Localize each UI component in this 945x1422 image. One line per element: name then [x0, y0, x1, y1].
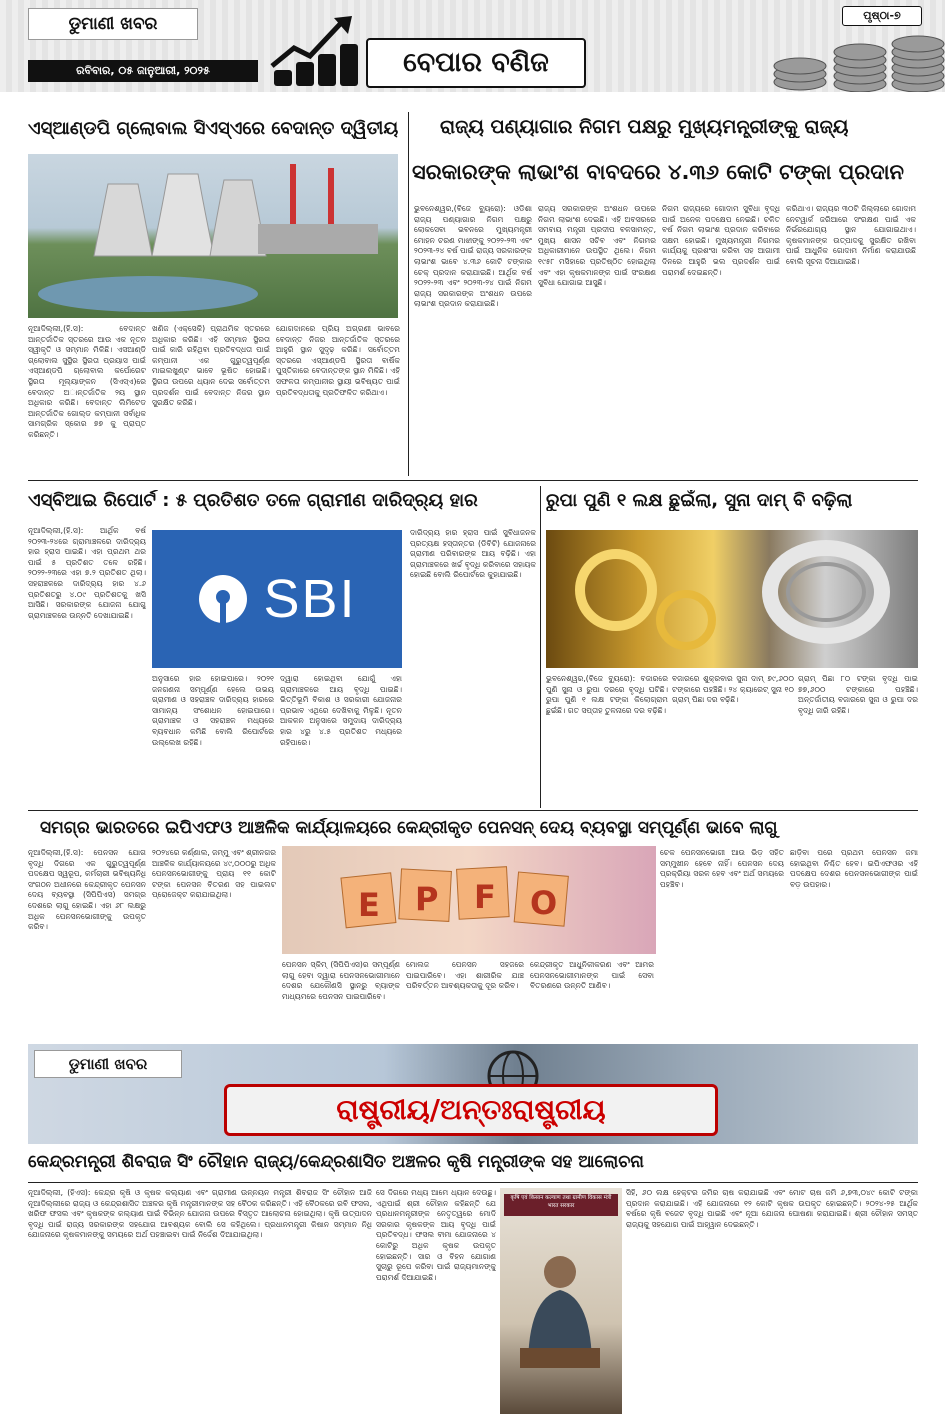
article3-col-3: ଦ୍ୱାରା ହୋଇଥିବା ଯୋଗୁଁ ଏହା ଗ୍ରାମାଞ୍ଚଳରେ ଆୟ ବୃଦ୍ଧି ପାଇଛି। ଭିତ୍ତିଭୂମି ବିକାଶ ଓ ସରକାରୀ ଯୋଜନାର ପ୍ରଭାବ ଏଥିରେ ଦେଖିବାକୁ ମିଳୁଛି। ନୂତନ ଆକଳନ ଅନୁସାରେ ସମୁଦାୟ ଦାରିଦ୍ର୍ୟ ହାର ୪ରୁ ୪.୫ ପ୍ରତିଶତ ମଧ୍ୟରେ ରହିପାରେ। — [280, 674, 402, 747]
national-banner — [28, 1044, 918, 1144]
epfo-photo — [282, 846, 656, 954]
meeting-banner-subtext: भारत सरकार — [547, 1203, 575, 1209]
gold-silver-photo — [546, 530, 918, 668]
horizontal-rule-1 — [28, 480, 918, 481]
section-title-box — [366, 38, 586, 88]
article2-headline-line1: ରାଜ୍ୟ ପଣ୍ୟାଗାର ନିଗମ ପକ୍ଷରୁ ମୁଖ୍ୟମନ୍ତ୍ରୀଙ୍କୁ ରାଜ୍ୟ — [440, 116, 849, 138]
article6-col-2: ସେ ଦିଗରେ ମଧ୍ୟ ଆମେ ଧ୍ୟାନ ଦେଉଛୁ। ଏଥିପାଇଁ ଶ୍ରୀ ଚୌହାନ କହିଛନ୍ତି ଯେ ପ୍ରଧାନମନ୍ତ୍ରୀଙ୍କ ନେତୃତ୍ୱରେ ମୋଦି ସରକାର କୃଷକଙ୍କ ଆୟ ବୃଦ୍ଧି ପାଇଁ ପ୍ରତିବଦ୍ଧ। ଫସଲ ବୀମା ଯୋଜନାରେ ୪ କୋଟିରୁ ଅଧିକ କୃଷକ ଉପକୃତ ହୋଇଛନ୍ତି। ସାର ଓ ବିହନ ଯୋଗାଣ ସୁଚାରୁ ରୂପେ କରିବା ପାଇଁ ରାଜ୍ୟମାନଙ୍କୁ ପରାମର୍ଶ ଦିଆଯାଇଛି। — [376, 1188, 496, 1282]
article3-col-4: ଦାରିଦ୍ର୍ୟ ହାର ହ୍ରାସ ପାଇଁ ସୁବିଧାଜନକ ପ୍ରତ୍ୟକ୍ଷ ହସ୍ତାନ୍ତର (ଡିବିଟି) ଯୋଜନାରେ ଗ୍ରାମୀଣ ପରିବାରଙ୍କ ଆୟ ବଢ଼ିଛି। ଏହା ଗ୍ରାମାଞ୍ଚଳରେ ଖର୍ଚ୍ଚ ବୃଦ୍ଧି କରିବାରେ ସହାୟକ ହୋଇଛି ବୋଲି ରିପୋର୍ଟରେ କୁହାଯାଇଛି। — [410, 528, 536, 580]
article6-col-1: ନୂଆଦିଲ୍ଲୀ, (ହିଏସ): କେନ୍ଦ୍ର କୃଷି ଓ କୃଷକ କଲ୍ୟାଣ ଏବଂ ଗ୍ରାମୀଣ ଉନ୍ନୟନ ମନ୍ତ୍ରୀ ଶିବରାଜ ସିଂ ଚୌହାନ ଆଜି ନୂଆଦିଲ୍ଲୀରେ ରାଜ୍ୟ ଓ କେନ୍ଦ୍ରଶାସିତ ଅଞ୍ଚଳର କୃଷି ମନ୍ତ୍ରୀମାନଙ୍କ ସହ ବୈଠକ କରିଛନ୍ତି। ଏହି ବୈଠକରେ ରବି ଫସଲ, ଖରିଫ ଫସଲ ଏବଂ କୃଷକଙ୍କ କଲ୍ୟାଣ ପାଇଁ ବିଭିନ୍ନ ଯୋଜନା ଉପରେ ବିସ୍ତୃତ ଆଲୋଚନା ହୋଇଥିଲା। କୃଷି ଉତ୍ପାଦନ ବୃଦ୍ଧି ପାଇଁ ରାଜ୍ୟ ସରକାରଙ୍କ ସହଯୋଗ ଆବଶ୍ୟକ ବୋଲି ସେ କହିଥିଲେ। ପ୍ରଧାନମନ୍ତ୍ରୀ କିଷାନ ସମ୍ମାନ ନିଧି ଯୋଜନାରେ କୃଷକମାନଙ୍କୁ ସମୟରେ ଅର୍ଥ ପହଞ୍ଚାଇବା ପାଇଁ ନିର୍ଦ୍ଦେଶ ଦିଆଯାଇଥିଲା। — [28, 1188, 372, 1240]
coin-stacks-icon — [770, 26, 945, 92]
paper-name-text: ଡୁମାଣୀ ଖବର — [68, 14, 158, 34]
sbi-logo-panel — [152, 530, 402, 668]
cooling-towers-illustration — [28, 154, 398, 318]
epfo-letter-o: O — [530, 884, 558, 922]
banner-paper-name-box — [34, 1050, 182, 1078]
epfo-blocks-illustration — [282, 846, 656, 954]
article1-headline: ଏସ୍‌ଆଣ୍ଡପି ଗ୍ଲୋବାଲ ସିଏସ୍‌ଏରେ ବେଦାନ୍ତ ଦ୍ୱିତୀୟ — [28, 118, 399, 139]
article2-headline-line2: ସରକାରଙ୍କ ଲାଭାଂଶ ବାବଦରେ ୪.୩୬ କୋଟି ଟଙ୍କା ପ୍ରଦାନ — [412, 160, 905, 184]
power-plant-photo — [28, 154, 398, 318]
epfo-letter-f: F — [474, 878, 496, 916]
minister-figure-icon — [520, 1248, 600, 1368]
sbi-keyhole-icon — [197, 573, 249, 625]
banner-paper-name: ଡୁମାଣୀ ଖବର — [68, 1055, 148, 1073]
article5-headline: ସମଗ୍ର ଭାରତରେ ଇପିଏଫଓ ଆଞ୍ଚଳିକ କାର୍ଯ୍ୟାଳୟରେ କେନ୍ଦ୍ରୀକୃତ ପେନସନ୍ ଦେୟ ବ୍ୟବସ୍ଥା ସମ୍ପୂର୍ଣ୍ଣ ଭାବେ ଲାଗୁ — [40, 818, 778, 838]
horizontal-rule-2 — [28, 810, 918, 811]
article4-col-3: ଗ୍ରାମ୍ ପିଛା ୮୦ ଟଙ୍କା ବୃଦ୍ଧି ପାଇ ୭୭,୬୦୦ ଟଙ୍କାରେ ପହଞ୍ଚିଛି। ଅନ୍ତର୍ଜାତୀୟ ବଜାରରେ ସୁନା ଓ ରୁପା ଦର ବୃଦ୍ଧି ଜାରି ରହିଛି। — [798, 674, 918, 715]
meeting-photo — [500, 1188, 622, 1414]
article5-col-5: କେନ୍ଦ୍ରୀକୃତ ଆଧୁନିକୀକରଣ ଏବଂ ଆମର ପେନସନଭୋଗୀମାନଙ୍କ ପାଇଁ ସେବା ବିତରଣରେ ଉନ୍ନତି ଆଣିବ। — [530, 960, 654, 991]
masthead-date-box — [28, 60, 258, 82]
article5-col-2: ୨୦୨୪ରେ କର୍ଣ୍ଣାଲ, ଜମ୍ମୁ ଏବଂ ଶ୍ରୀନଗର ଆଞ୍ଚଳିକ କାର୍ଯ୍ୟାଳୟରେ ୪୯,୦୦୦ରୁ ଅଧିକ ପେନସନଭୋଗୀଙ୍କୁ ପ୍ରାୟ ୧୧ କୋଟି ଟଙ୍କା ପେନସନ ବିତରଣ ସହ ପାଇଲଟ ପ୍ରୋଜେକ୍ଟ କରାଯାଇଥିଲା। — [152, 848, 276, 900]
section-title: ବେପାର ବଣିଜ — [403, 47, 549, 78]
article3-col-1: ନୂଆଦିଲ୍ଲୀ,(ହି.ସ): ଆର୍ଥିକ ବର୍ଷ ୨୦୨୩-୨୪ରେ ଗ୍ରାମାଞ୍ଚଳରେ ଦାରିଦ୍ର୍ୟ ହାର ହ୍ରାସ ପାଇଛି। ଏହା ପ୍ରଥମ ଥର ପାଇଁ ୫ ପ୍ରତିଶତ ତଳେ ରହିଛି। ୨୦୨୨-୨୩ରେ ଏହା ୭.୨ ପ୍ରତିଶତ ଥିଲା। ସହରାଞ୍ଚଳରେ ଦାରିଦ୍ର୍ୟ ହାର ୪.୬ ପ୍ରତିଶତରୁ ୪.୦୯ ପ୍ରତିଶତକୁ ଖସି ଆସିଛି। ସରକାରଙ୍କ ଯୋଜନା ଯୋଗୁ ଗ୍ରାମାଞ୍ଚଳରେ ଉନ୍ନତି ଦେଖାଯାଇଛି। — [28, 526, 146, 620]
article2-col-2: ରାଜ୍ୟ ସରକାରଙ୍କ ଅଂଶଧନ ଉପରେ ନିଗମ ଲାଭାଂଶ ଦେଇଛି। ଏହି ଅବସରରେ ସମବାୟ ମନ୍ତ୍ରୀ ପ୍ରଦୀପ ବଳସାମନ୍ତ, ମୁଖ୍ୟ ଶାସନ ସଚିବ ଏବଂ ନିଗମର ଅଧିକାରୀମାନେ ଉପସ୍ଥିତ ଥିଲେ। ନିଗମ ୧୯୫୮ ମସିହାରେ ପ୍ରତିଷ୍ଠିତ ହୋଇଥିଲା ଏବଂ ଏହା କୃଷକମାନଙ୍କ ପାଇଁ ସଂରକ୍ଷଣ ସୁବିଧା ଯୋଗାଇ ଆସୁଛି। — [538, 204, 656, 288]
epfo-letter-p: P — [415, 880, 439, 918]
meeting-photo-banner — [504, 1194, 618, 1216]
article4-headline: ରୁପା ପୁଣି ୧ ଲକ୍ଷ ଛୁଇଁଲା, ସୁନା ଦାମ୍ ବି ବଢ଼ିଲା — [546, 490, 853, 511]
article4-col-1: ଭୁବନେଶ୍ୱର,(ବିଜେ ବ୍ୟୁରୋ): ବଜାରରେ ପୁଣି ସୁନା ଓ ରୁପା ଦରରେ ବୃଦ୍ଧି ଘଟିଛି। ରୁପା ପୁଣି ୧ ଲକ୍ଷ ଟଙ୍କା କିଲୋଗ୍ରାମ ଛୁଇଁଛି। ଗତ ସପ୍ତାହ ତୁଳନାରେ ଦର ବଢ଼ିଛି। — [546, 674, 668, 715]
masthead — [0, 0, 945, 92]
article2-col-3: ନିଗମ ରାଜ୍ୟରେ ଗୋଦାମ ସୁବିଧା ବୃଦ୍ଧି ପାଇଁ ଅନେକ ପଦକ୍ଷେପ ନେଇଛି। ଚଳିତ ବର୍ଷ ନିଗମ ଲାଭାଂଶ ପ୍ରଦାନ କରିବାରେ ସକ୍ଷମ ହୋଇଛି। ମୁଖ୍ୟମନ୍ତ୍ରୀ ନିଗମର କାର୍ଯ୍ୟକୁ ପ୍ରଶଂସା କରିବା ସହ ଆଗାମୀ ଦିନରେ ଆହୁରି ଭଲ ପ୍ରଦର୍ଶନ ପାଇଁ ପରାମର୍ଶ ଦେଇଛନ୍ତି। — [662, 204, 780, 277]
article5-col-3: ପେନସନ ସ୍କିମ୍ (ସିପିପିଏସ)ର ସମ୍ପୂର୍ଣ୍ଣ ଲାଗୁ ହେବା ଦ୍ୱାରା ପେନସନଭୋଗୀମାନେ ଦେଶର ଯେକୌଣସି ସ୍ଥାନରୁ ବ୍ୟାଙ୍କ ମାଧ୍ୟମରେ ପେନସନ ପାଇପାରିବେ। — [282, 960, 400, 1001]
sbi-logo-text: SBI — [263, 569, 357, 629]
article5-col-1: ନୂଆଦିଲ୍ଲୀ,(ହି.ସ): ପେନସନ ଯୋଗ ବୃଦ୍ଧି ଦିଗରେ ଏକ ଗୁରୁତ୍ୱପୂର୍ଣ୍ଣ ପଦକ୍ଷେପ ସ୍ୱରୂପ, କର୍ମଚାରୀ ଭବିଷ୍ୟନିଧି ସଂଗଠନ ଅଧୀନରେ କେନ୍ଦ୍ରୀକୃତ ପେନସନ ଦେୟ ବ୍ୟବସ୍ଥା (ସିପିପିଏସ) ସମଗ୍ର ଦେଶରେ ଲାଗୁ ହୋଇଛି। ଏହା ୬୮ ଲକ୍ଷରୁ ଅଧିକ ପେନସନଭୋଗୀଙ୍କୁ ଉପକୃତ କରିବ। — [28, 848, 146, 932]
article5-col-6: ଚେକ ପେନସନଭୋଗୀ ଆଉ ଭିଡ଼ ସହିତ ସମ୍ମୁଖୀନ ହେବେ ନାହିଁ। ପେନସନ ଦେୟ ପ୍ରକ୍ରିୟା ସରଳ ହେବ ଏବଂ ଅର୍ଥ ସମୟରେ ପହଞ୍ଚିବ। — [660, 848, 784, 889]
article3-col-2: ଅନୁସାରେ ହାର ହୋଇପାରେ। ୨୦୨୧ ଜନଗଣନା ସମ୍ପୂର୍ଣ୍ଣ ହେଲେ ଉଭୟ ଗ୍ରାମୀଣ ଓ ସହରାଞ୍ଚଳ ଦାରିଦ୍ର୍ୟ ହାରରେ ସାମାନ୍ୟ ସଂଶୋଧନ ହୋଇପାରେ। ଗ୍ରାମାଞ୍ଚଳ ଓ ସହରାଞ୍ଚଳ ମଧ୍ୟରେ ବ୍ୟବଧାନ କମିଛି ବୋଲି ରିପୋର୍ଟରେ ଉଲ୍ଲେଖ ରହିଛି। — [152, 674, 274, 747]
article5-col-4: ମୋଲଜ ପେନସନ ସହଜରେ ପାଇପାରିବେ। ଏହା ଶାରୀରିକ ଯାଞ୍ଚ ପରିବର୍ତ୍ତନ ଆବଶ୍ୟକତାକୁ ଦୂର କରିବ। — [406, 960, 524, 991]
article1-col-1: ନୂଆଦିଲ୍ଲୀ,(ହି.ସ): ବେଦାନ୍ତ ଆନ୍ତର୍ଜାତିକ ସ୍ତରରେ ଆଉ ଏକ ନୂତନ ସ୍ୱୀକୃତି ଓ ସମ୍ମାନ ମିଳିଛି। ଏସଆଣ୍ଡି ଗ୍ଲୋବାଲ ସୁସ୍ଥିର ସ୍ଥିରତା ପ୍ରୟାସ ପାଇଁ ଏସ୍‌ଆଣ୍ଡପି ଗ୍ଲୋବାଲ କର୍ପୋରେଟ ସ୍ଥିରତା ମୂଲ୍ୟାଙ୍କନ (ସିଏସ୍‌ଏ)ରେ ବେଦାନ୍ତ ଅାନ୍ତର୍ଜାତିକ ୨ୟ ସ୍ଥାନ ଅଧିକାର କରିଛି। ବେଦାନ୍ତ ଲିମିଟେଡ ଆନ୍ତର୍ଜାତିକ ଗୋଲ୍ଡ କମ୍ପାନୀ ସର୍ବାଧିକ ସାମଗ୍ରିକ ସ୍କୋର ୭୭ କୁ ପ୍ରାପ୍ତ କରିଛନ୍ତି। — [28, 324, 146, 439]
masthead-date: ରବିବାର, ୦୫ ଜାନୁଆରୀ, ୨୦୨୫ — [76, 64, 210, 77]
article4-col-2: ବଜାରରେ ଶୁକ୍ରବାର ସୁନା ଦାମ୍ ୭୯,୬୦୦ ଟଙ୍କାରେ ପହଞ୍ଚିଛି। ୨୪ କ୍ୟାରେଟ୍ ସୁନା ୧୦ ଗ୍ରାମ୍ ପିଛା ଦର ବଢ଼ିଛି। — [672, 674, 794, 705]
vertical-divider-top — [408, 112, 409, 476]
vertical-divider-mid — [540, 486, 541, 808]
article1-col-2: ଖଣିଜ (ଏକ୍ସେକି) ପ୍ରାଥମିକ ସ୍ତରରେ ଅଧିକାର କରିଛି। ଏହି ସମ୍ମାନ ସ୍ଥିରତା ପାଇଁ କାରି ରହିଥିବା ପ୍ରତିବଦ୍ଧତା ପାଇଁ କମ୍ପାନୀ ଏକ ଗୁରୁତ୍ୱପୂର୍ଣ୍ଣ ମାଇଲଖୁଣ୍ଟ ଭାବେ ଭୂଷିତ ହୋଇଛି। ସ୍ଥିରତା ଉପରେ ଧ୍ୟାନ ଦେଇ ସର୍ବୋତ୍ତମ ପ୍ରଦର୍ଶନ ପାଇଁ ବେଦାନ୍ତ ନିଜର ସ୍ଥାନ ସୁରକ୍ଷିତ କରିଛି। — [152, 324, 270, 408]
banner-section-title: ରାଷ୍ଟ୍ରୀୟ/ଅନ୍ତଃରାଷ୍ଟ୍ରୀୟ — [336, 1093, 606, 1126]
article5-col-7: ଛାଡ଼ିବା ପରେ ପ୍ରଥମ ପେନସନ ଜମା ହୋଇଥିବା ନିଶ୍ଚିତ ହେବ। ଇପିଏଫଓର ଏହି ପଦକ୍ଷେପ ଦେଶର ପେନସନଭୋଗୀଙ୍କ ପାଇଁ ବଡ଼ ଉପହାର। — [790, 848, 918, 889]
banner-section-box — [224, 1084, 718, 1136]
article6-col-4: ସିହି, ୬୦ ଲକ୍ଷ ହେକ୍ଟର ଜମିର ଚାଷ କରାଯାଇଛି ଏବଂ ମୋଟ ଚାଷ ଜମି ୬,୭୩,୦୪୯ କୋଟି ଟଙ୍କା ପ୍ରଦାନ କରାଯାଇଛି। ଏହି ଯୋଜନାରେ ୧୨ କୋଟି କୃଷକ ଉପକୃତ ହୋଇଛନ୍ତି। ୨୦୨୪-୨୫ ଆର୍ଥିକ ବର୍ଷରେ କୃଷି ବଜେଟ ବୃଦ୍ଧି ପାଇଛି ଏବଂ ନୂଆ ଯୋଜନା ଘୋଷଣା କରାଯାଇଛି। ଶ୍ରୀ ଚୌହାନ ସମସ୍ତ ରାଜ୍ୟକୁ ସହଯୋଗ ପାଇଁ ଆହ୍ୱାନ ଦେଇଛନ୍ତି। — [626, 1188, 918, 1229]
page-number-box — [842, 6, 922, 26]
epfo-letter-e: E — [358, 886, 380, 924]
article6-headline: କେନ୍ଦ୍ରମନ୍ତ୍ରୀ ଶିବରାଜ ସିଂ ଚୌହାନ ରାଜ୍ୟ/କେନ୍ଦ୍ରଶାସିତ ଅଞ୍ଚଳର କୃଷି ମନ୍ତ୍ରୀଙ୍କ ସହ ଆଲୋଚନା — [28, 1152, 644, 1172]
article2-col-4: କରିଥାଏ। ରାଜ୍ୟର ୩୦ଟି ଜିଲ୍ଲାରେ ଗୋଦାମ ନେଟୱାର୍କ ଜରିଆରେ ସଂରକ୍ଷଣ ପାଇଁ ଏକ ନିର୍ଭରଯୋଗ୍ୟ ସ୍ଥାନ ଯୋଗାଇଥାଏ। କୃଷକମାନଙ୍କ ଉତ୍ପାଦକୁ ସୁରକ୍ଷିତ ରଖିବା ପାଇଁ ଆଧୁନିକ ଗୋଦାମ ନିର୍ମାଣ କରାଯାଉଛି ବୋଲି ସୂଚନା ଦିଆଯାଇଛି। — [786, 204, 916, 266]
article3-headline: ଏସ୍‌ବିଆଇ ରିପୋର୍ଟ : ୫ ପ୍ରତିଶତ ତଳେ ଗ୍ରାମୀଣ ଦାରିଦ୍ର୍ୟ ହାର — [28, 490, 478, 511]
page-number: ପୃଷ୍ଠା-୭ — [863, 9, 901, 22]
article1-col-3: ଯୋଗଦାନରେ ପ୍ରିୟ ଅଗ୍ରଣୀ ଭାବରେ ବେଦାନ୍ତ ନିଜର ଆନ୍ତର୍ଜାତିକ ସ୍ତରରେ ଆହୁରି ସ୍ଥାନ ସୁଦୃଢ଼ କରିଛି। ସର୍ବୋତ୍ତମ ସ୍ତରରେ ଏସ୍‌ଆଣ୍ଡପି ସ୍ଥିରତା ବାର୍ଷିକ ପୁସ୍ତିକାରେ ବେଦାନ୍ତଙ୍କ ସ୍ଥାନ ମିଳିଛି। ଏହି ସଫଳତା କମ୍ପାନୀର ସ୍ଥାୟୀ ଭବିଷ୍ୟତ ପାଇଁ ପ୍ରତିବଦ୍ଧତାକୁ ପ୍ରତିଫଳିତ କରିଥାଏ। — [276, 324, 400, 397]
horizontal-rule-3 — [28, 1182, 918, 1183]
masthead-paper-name — [28, 8, 198, 40]
coins-growth-icon — [268, 14, 360, 88]
article2-col-1: ଭୁବନେଶ୍ୱର,(ବିଜେ ବ୍ୟୁରୋ): ଓଡିଶା ରାଜ୍ୟ ପଣ୍ୟାଗାର ନିଗମ ପକ୍ଷରୁ ଲୋକସେବା ଭବନରେ ମୁଖ୍ୟମନ୍ତ୍ରୀ ମୋହନ ଚରଣ ମାଝୀଙ୍କୁ ୨୦୨୨-୨୩ ଏବଂ ୨୦୨୩-୨୪ ବର୍ଷ ପାଇଁ ରାଜ୍ୟ ସରକାରଙ୍କ ଲାଭାଂଶ ଭାବେ ୪.୩୬ କୋଟି ଟଙ୍କାର ଚେକ୍ ପ୍ରଦାନ କରାଯାଇଛି। ଆର୍ଥିକ ବର୍ଷ ୨୦୨୨-୨୩ ଏବଂ ୨୦୨୩-୨୪ ପାଇଁ ନିଗମ ରାଜ୍ୟ ସରକାରଙ୍କ ଅଂଶଧନ ଉପରେ ଲାଭାଂଶ ପ୍ରଦାନ କରାଯାଇଛି। — [414, 204, 532, 309]
meeting-banner-text: कृषि एवं किसान कल्याण तथा ग्रामीण विकास मंत्री — [510, 1195, 612, 1201]
jewellery-illustration — [546, 530, 918, 668]
